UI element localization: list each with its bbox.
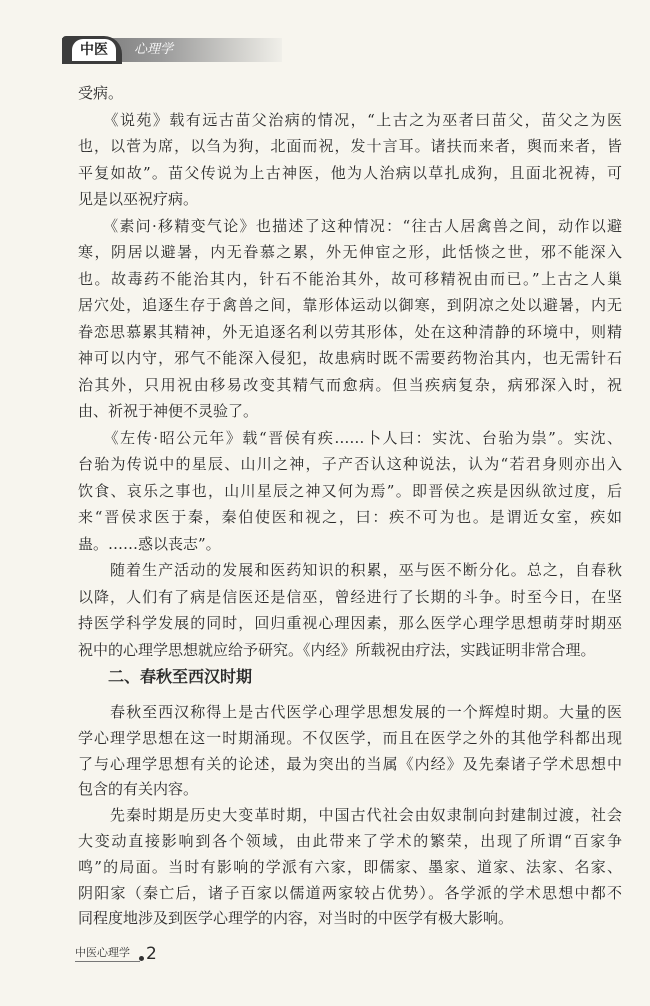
text-line: 学心理学思想在这一时期涌现。不仅医学，而且在医学之外的其他学科都出现 xyxy=(78,728,622,747)
section-heading: 二、春秋至西汉时期 xyxy=(108,667,253,686)
text-line: 治其外，只用祝由移易改变其精气而愈病。但当疾病复杂，病邪深入时，祝 xyxy=(78,375,622,394)
text-line: 也，以菅为席，以刍为狗，北面而祝，发十言耳。诸扶而来者，舆而来者，皆 xyxy=(78,137,622,155)
text-line: 祝中的心理学思想就应给予研究。《内经》所载祝由疗法，实践证明非常合理。 xyxy=(78,640,596,659)
text-line: 了与心理学思想有关的论述，最为突出的当属《内经》及先秦诸子学术思想中 xyxy=(78,754,622,773)
text-line: 阴阳家（秦亡后，诸子百家以儒道两家较占优势）。各学派的学术思想中都不 xyxy=(78,883,622,902)
text-line: 持医学科学发展的同时，回归重视心理因素，那么医学心理学思想萌芽时期巫 xyxy=(78,614,622,632)
text-line: 见是以巫祝疗病。 xyxy=(78,190,199,208)
text-line: 大变动直接影响到各个领域，由此带来了学术的繁荣，出现了所谓“百家争 xyxy=(78,832,622,850)
text-line: 同程度地涉及到医学心理学的内容，对当时的中医学有极大影响。 xyxy=(78,909,514,928)
running-header-main: 中医 xyxy=(72,39,116,61)
text-line: 先秦时期是历史大变革时期，中国古代社会由奴隶制向封建制过渡，社会 xyxy=(78,806,622,825)
running-header-sub: 心理学 xyxy=(134,42,174,57)
text-line: 《说苑》载有远古苗父治病的情况，“上古之为巫者曰苗父，苗父之为医 xyxy=(78,110,622,129)
text-line: 包含的有关内容。 xyxy=(78,780,199,799)
text-line: 居穴处，追逐生存于禽兽之间，靠形体运动以御寒，到阴凉之处以避暑，内无 xyxy=(78,296,622,314)
text-line: 由、祈祝于神便不灵验了。 xyxy=(78,402,259,420)
text-line: 春秋至西汉称得上是古代医学心理学思想发展的一个辉煌时期。大量的医 xyxy=(78,703,622,721)
text-line: 《左传·昭公元年》载“晋侯有疾……卜人曰：实沈、台骀为祟”。实沈、 xyxy=(78,428,622,447)
text-line: 眷恋思慕累其精神，外无追逐名利以劳其形体，处在这种清静的环境中，则精 xyxy=(78,322,622,341)
text-line: 蛊。……惑以丧志”。 xyxy=(78,534,221,553)
text-line: 鸣”的局面。当时有影响的学派有六家，即儒家、墨家、道家、法家、名家、 xyxy=(78,857,622,876)
text-line: 来“晋侯求医于秦，秦伯使医和视之，曰：疾不可为也。是谓近女室，疾如 xyxy=(78,508,622,526)
text-line: 神可以内守，邪气不能深入侵犯，故患病时既不需要药物治其内，也无需针石 xyxy=(78,349,622,367)
footer-book-title: 中医心理学 xyxy=(75,944,140,962)
text-line: 也。故毒药不能治其内，针石不能治其外，故可移精祝由而已。”上古之人巢 xyxy=(78,269,622,288)
text-line: 以降，人们有了病是信医还是信巫，曾经进行了长期的斗争。时至今日，在坚 xyxy=(78,587,622,606)
text-line: 饮食、哀乐之事也，山川星辰之神又何为焉”。即晋侯之疾是因纵欲过度，后 xyxy=(78,481,622,500)
text-line: 《素问·移精变气论》也描述了这种情况：“往古人居禽兽之间，动作以避 xyxy=(78,216,622,235)
text-line: 寒，阴居以避暑，内无眷慕之累，外无伸宦之形，此恬惔之世，邪不能深入 xyxy=(78,243,622,261)
page-number: 2 xyxy=(146,944,157,964)
text-line: 平复如故”。苗父传说为上古神医，他为人治病以草扎成狗，且面北祝祷，可 xyxy=(78,163,622,182)
text-line: 台骀为传说中的星辰、山川之神，子产否认这种说法，认为“若君身则亦出入 xyxy=(78,455,622,473)
footer-dot xyxy=(139,956,144,961)
text-line: 随着生产活动的发展和医药知识的积累，巫与医不断分化。总之，自春秋 xyxy=(78,561,622,579)
text-line: 受病。 xyxy=(78,84,124,102)
